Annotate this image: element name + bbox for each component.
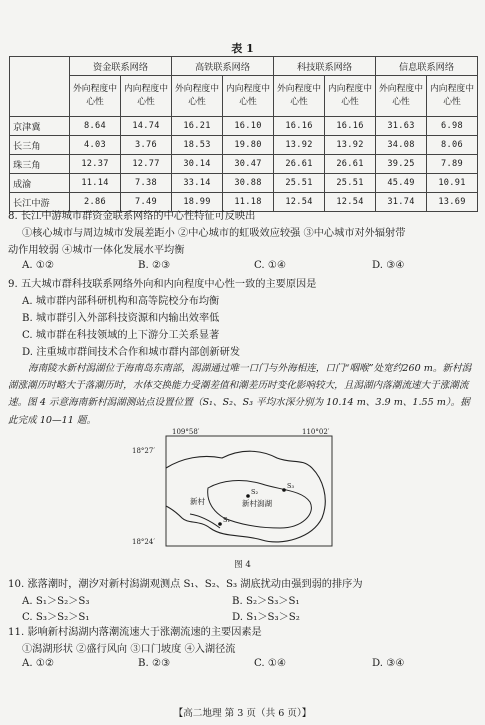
map-label-town: 新村: [190, 497, 205, 506]
table-title: 表 1: [231, 42, 254, 55]
map-lon-right: 110°02′: [302, 428, 330, 436]
question-9-stem: 9. 五大城市群科技联系网络外向和内向程度中心性一致的主要原因是: [8, 279, 317, 290]
table-cell: 45.49: [376, 174, 427, 193]
centrality-table: [9, 56, 478, 212]
question-10-stem: 10. 涨落潮时，潮汐对新村潟湖观测点 S₁、S₂、S₃ 湖底扰动由强到弱的排序为: [8, 579, 363, 590]
map-lat-bottom: 18°24′: [132, 538, 155, 546]
question-8-statements: ①核心城市与周边城市发展差距小 ②中心城市的虹吸效应较强 ③中心城市对外辐射带: [22, 228, 406, 239]
table-cell: 39.25: [376, 155, 427, 174]
table-cell: 12.54: [274, 193, 325, 212]
table-cell: 34.08: [376, 136, 427, 155]
station-label: S₁: [223, 516, 231, 524]
region-name: 长江中游: [10, 193, 70, 212]
table-cell: 11.14: [70, 174, 121, 193]
table-row: [10, 117, 478, 136]
table-cell: 12.77: [121, 155, 172, 174]
question-11: [8, 624, 478, 658]
group-header: 资金联系网络: [70, 57, 172, 76]
page-footer: 【高二地理 第 3 页（共 6 页）】: [173, 708, 312, 719]
station-label: S₂: [251, 488, 259, 496]
figure-caption: 图 4: [234, 560, 251, 570]
question-8-statements-cont: 动作用较弱 ④城市一体化发展水平均衡: [8, 245, 185, 256]
table-cell: 25.51: [325, 174, 376, 193]
table-cell: 8.06: [427, 136, 478, 155]
inlet-channel: [190, 514, 220, 528]
table-cell: 19.80: [223, 136, 274, 155]
table-cell: 16.16: [325, 117, 376, 136]
table-cell: 16.21: [172, 117, 223, 136]
table-cell: 30.47: [223, 155, 274, 174]
table-cell: 11.18: [223, 193, 274, 212]
region-name: 成渝: [10, 174, 70, 193]
table-cell: 7.49: [121, 193, 172, 212]
option-a[interactable]: A. ①②: [22, 658, 55, 669]
station-marker: [246, 494, 250, 498]
table-corner-cell: [10, 57, 70, 76]
question-9: [8, 276, 478, 361]
question-10: [8, 576, 478, 593]
map-lat-top: 18°27′: [132, 447, 155, 455]
table-group-header-row: [10, 57, 478, 76]
table-cell: 10.91: [427, 174, 478, 193]
option-c[interactable]: C. ①④: [254, 658, 287, 669]
table-cell: 30.88: [223, 174, 274, 193]
option-c[interactable]: C. 城市群在科技领域的上下游分工关系显著: [22, 330, 220, 341]
question-8: [8, 208, 478, 259]
group-header: 信息联系网络: [376, 57, 478, 76]
option-b[interactable]: B. S₂＞S₃＞S₁: [232, 596, 300, 607]
lagoon-map: [132, 428, 337, 556]
table-cell: 26.61: [325, 155, 376, 174]
option-a[interactable]: A. ①②: [22, 260, 55, 271]
table-sub-header-row: [10, 76, 478, 117]
table-cell: 8.64: [70, 117, 121, 136]
sub-header: 外向程度中心性: [70, 76, 121, 117]
table-cell: 26.61: [274, 155, 325, 174]
sub-header: 内向程度中心性: [223, 76, 274, 117]
table-cell: 7.38: [121, 174, 172, 193]
map-label-lagoon: 新村潟湖: [242, 499, 272, 508]
option-c[interactable]: C. ①④: [254, 260, 287, 271]
region-name: 京津冀: [10, 117, 70, 136]
table-row: [10, 136, 478, 155]
table-cell: 13.92: [325, 136, 376, 155]
sub-header: 外向程度中心性: [376, 76, 427, 117]
table-cell: 6.98: [427, 117, 478, 136]
table-cell: 12.54: [325, 193, 376, 212]
option-b[interactable]: B. ②③: [138, 260, 171, 271]
reading-passage: 海南陵水新村潟湖位于海南岛东南部，潟湖通过唯一口门与外海相连，口门“咽喉”处宽约260 m。新村潟湖涨潮历时略大于落潮历时，水体交换能力受潮差值和潮差历时变化影响较大，且潟湖内落潮流速大于涨潮流速。图 4 示意海南新村潟湖测站点设置位置（S₁、S₂、S₃ 平均水深分别为 10.14 m、3.9 m、1.55 m）。据此完成 10—11 题。: [8, 363, 472, 426]
station-marker: [282, 488, 286, 492]
table-cell: 3.76: [121, 136, 172, 155]
table-cell: 25.51: [274, 174, 325, 193]
option-d[interactable]: D. 注重城市群间技术合作和城市群内部创新研发: [22, 347, 241, 358]
table-cell: 31.74: [376, 193, 427, 212]
sub-header: 外向程度中心性: [274, 76, 325, 117]
group-header: 高铁联系网络: [172, 57, 274, 76]
table-row: [10, 174, 478, 193]
question-11-statements: ①潟湖形状 ②盛行风向 ③口门坡度 ④入湖径流: [22, 644, 236, 655]
table-row: [10, 155, 478, 174]
table-cell: 13.92: [274, 136, 325, 155]
option-b[interactable]: B. ②③: [138, 658, 171, 669]
table-cell: 16.10: [223, 117, 274, 136]
table-cell: 18.99: [172, 193, 223, 212]
sub-header: 外向程度中心性: [172, 76, 223, 117]
table-cell: 4.03: [70, 136, 121, 155]
table-cell: 30.14: [172, 155, 223, 174]
option-c[interactable]: C. S₃＞S₂＞S₁: [22, 612, 90, 623]
sub-header: 内向程度中心性: [121, 76, 172, 117]
map-lon-left: 109°58′: [172, 428, 200, 436]
table-cell: 16.16: [274, 117, 325, 136]
option-b[interactable]: B. 城市群引入外部科技资源和内输出效率低: [22, 313, 220, 324]
option-a[interactable]: A. 城市群内部科研机构和高等院校分布均衡: [22, 296, 220, 307]
option-a[interactable]: A. S₁＞S₂＞S₃: [22, 596, 90, 607]
question-11-stem: 11. 影响新村潟湖内落潮流速大于涨潮流速的主要因素是: [8, 627, 262, 638]
sub-header: 内向程度中心性: [325, 76, 376, 117]
table-cell: 31.63: [376, 117, 427, 136]
sub-header: 内向程度中心性: [427, 76, 478, 117]
option-d[interactable]: D. S₁＞S₃＞S₂: [232, 612, 300, 623]
map-frame: [166, 436, 332, 546]
station-marker: [218, 522, 222, 526]
option-d[interactable]: D. ③④: [372, 260, 405, 271]
question-8-stem: 8. 长江中游城市群资金联系网络的中心性特征可反映出: [8, 211, 256, 222]
table-cell: 18.53: [172, 136, 223, 155]
region-name: 珠三角: [10, 155, 70, 174]
group-header: 科技联系网络: [274, 57, 376, 76]
table-cell: 33.14: [172, 174, 223, 193]
station-label: S₃: [287, 482, 295, 490]
table-cell: 14.74: [121, 117, 172, 136]
table-corner-cell: [10, 76, 70, 117]
region-name: 长三角: [10, 136, 70, 155]
option-d[interactable]: D. ③④: [372, 658, 405, 669]
table-cell: 7.89: [427, 155, 478, 174]
table-cell: 2.86: [70, 193, 121, 212]
table-cell: 12.37: [70, 155, 121, 174]
table-cell: 13.69: [427, 193, 478, 212]
